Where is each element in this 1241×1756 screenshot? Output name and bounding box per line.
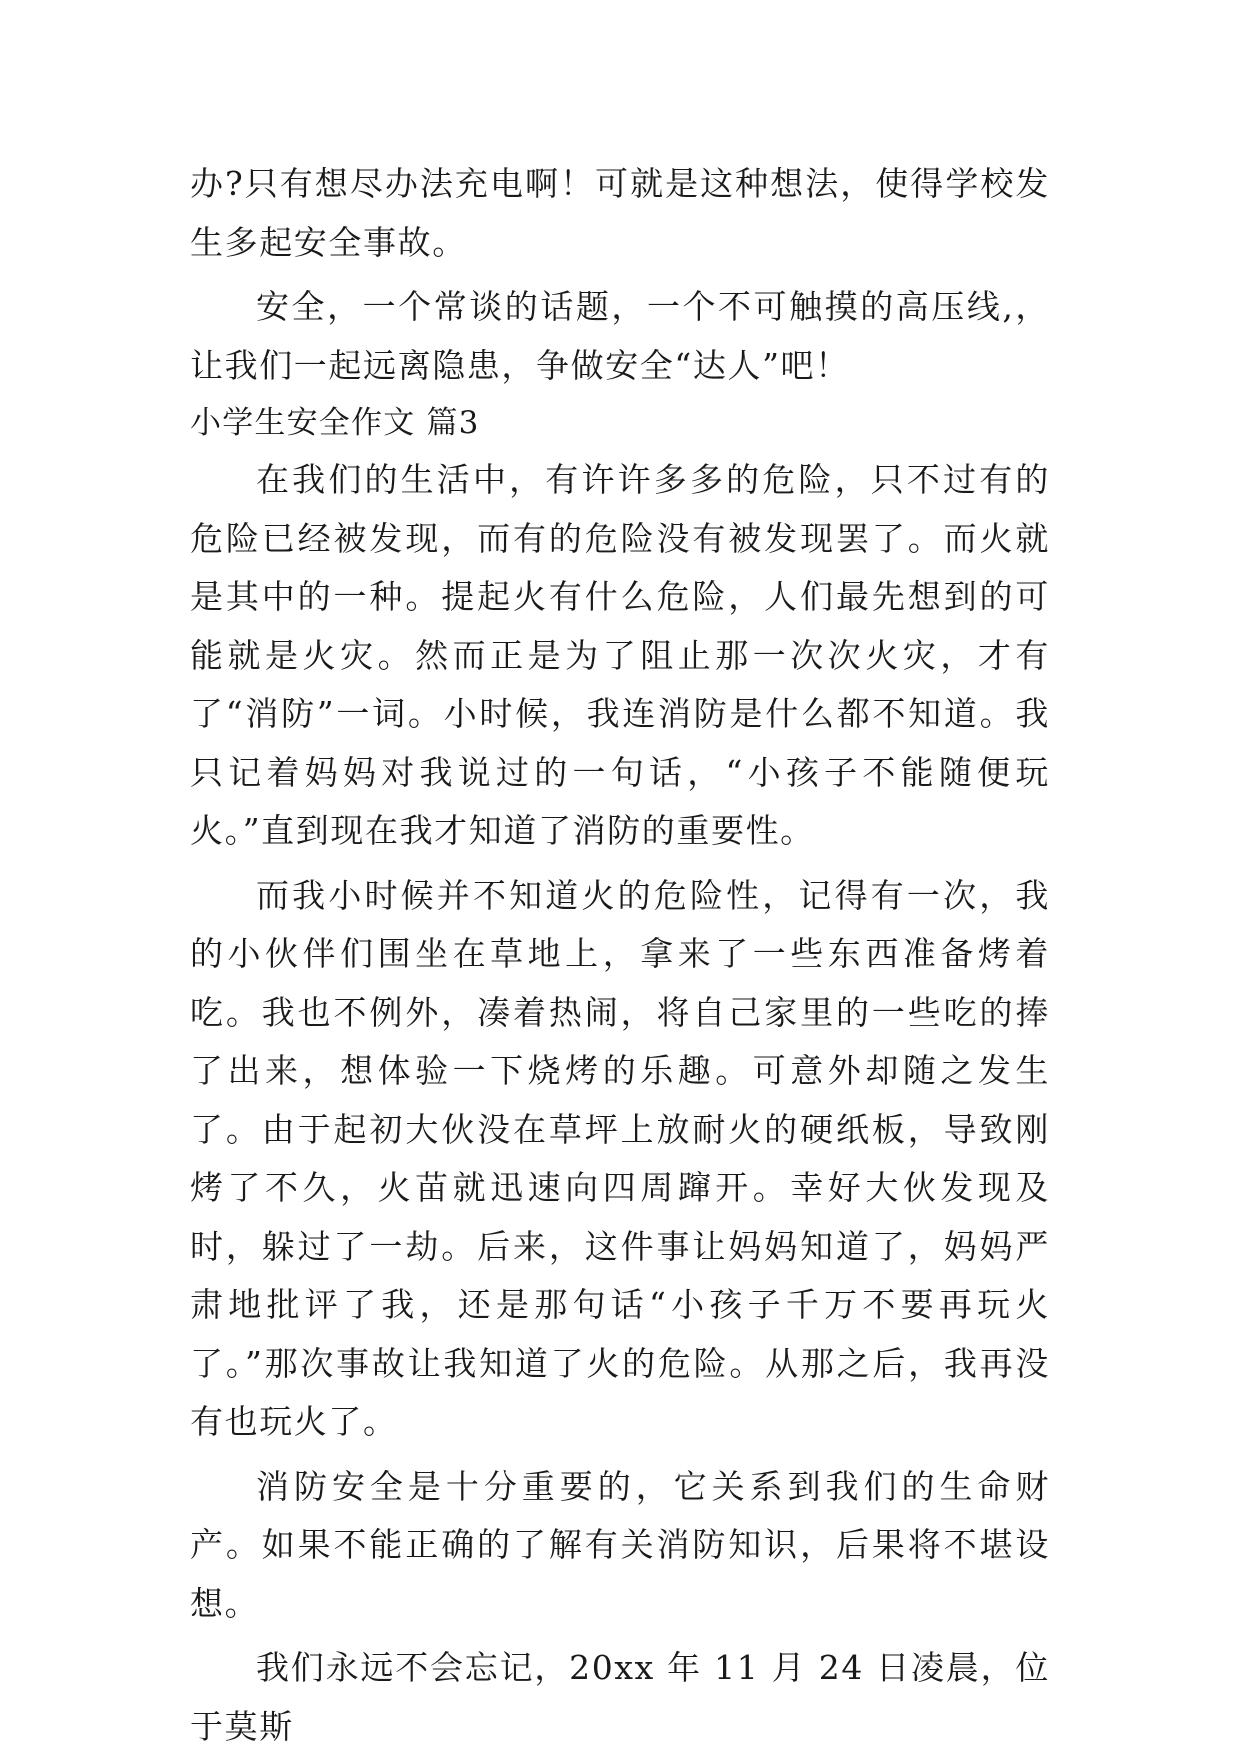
paragraph-fire-danger: 在我们的生活中，有许许多多的危险，只不过有的危险已经被发现，而有的危险没有被发现罢了。而火就是其中的一种。提起火有什么危险，人们最先想到的可能就是火灾。然而正是为了阻止那一次次火灾，才有了“消防”一词。小时候，我连消防是什么都不知道。我只记着妈妈对我说过的一句话，“小孩子不能随便玩火。”直到现在我才知道了消防的重要性。 xyxy=(190,460,1050,850)
paragraph-safety-slogan: 安全，一个常谈的话题，一个不可触摸的高压线,，让我们一起远离隐患，争做安全“达人”吧！ xyxy=(190,287,1050,385)
document-body xyxy=(190,155,1050,1756)
paragraph-fire-safety-importance: 消防安全是十分重要的，它关系到我们的生命财产。如果不能正确的了解有关消防知识，后果将不堪设想。 xyxy=(190,1466,1050,1623)
paragraph-moscow-event: 我们永远不会忘记，20xx 年 11 月 24 日凌晨，位于莫斯 xyxy=(190,1648,1050,1746)
paragraph-childhood-story: 而我小时候并不知道火的危险性，记得有一次，我的小伙伴们围坐在草地上，拿来了一些东西准备烤着吃。我也不例外，凑着热闹，将自己家里的一些吃的捧了出来，想体验一下烧烤的乐趣。可意外却随之发生了。由于起初大伙没在草坪上放耐火的硬纸板，导致刚烤了不久，火苗就迅速向四周蹿开。幸好大伙发现及时，躲过了一劫。后来，这件事让妈妈知道了，妈妈严肃地批评了我，还是那句话“小孩子千万不要再玩火了。”那次事故让我知道了火的危险。从那之后，我再没有也玩火了。 xyxy=(190,875,1050,1441)
paragraph-continued: 办?只有想尽办法充电啊！可就是这种想法，使得学校发生多起安全事故。 xyxy=(190,164,1050,262)
section-heading: 小学生安全作文 篇3 xyxy=(190,405,480,441)
